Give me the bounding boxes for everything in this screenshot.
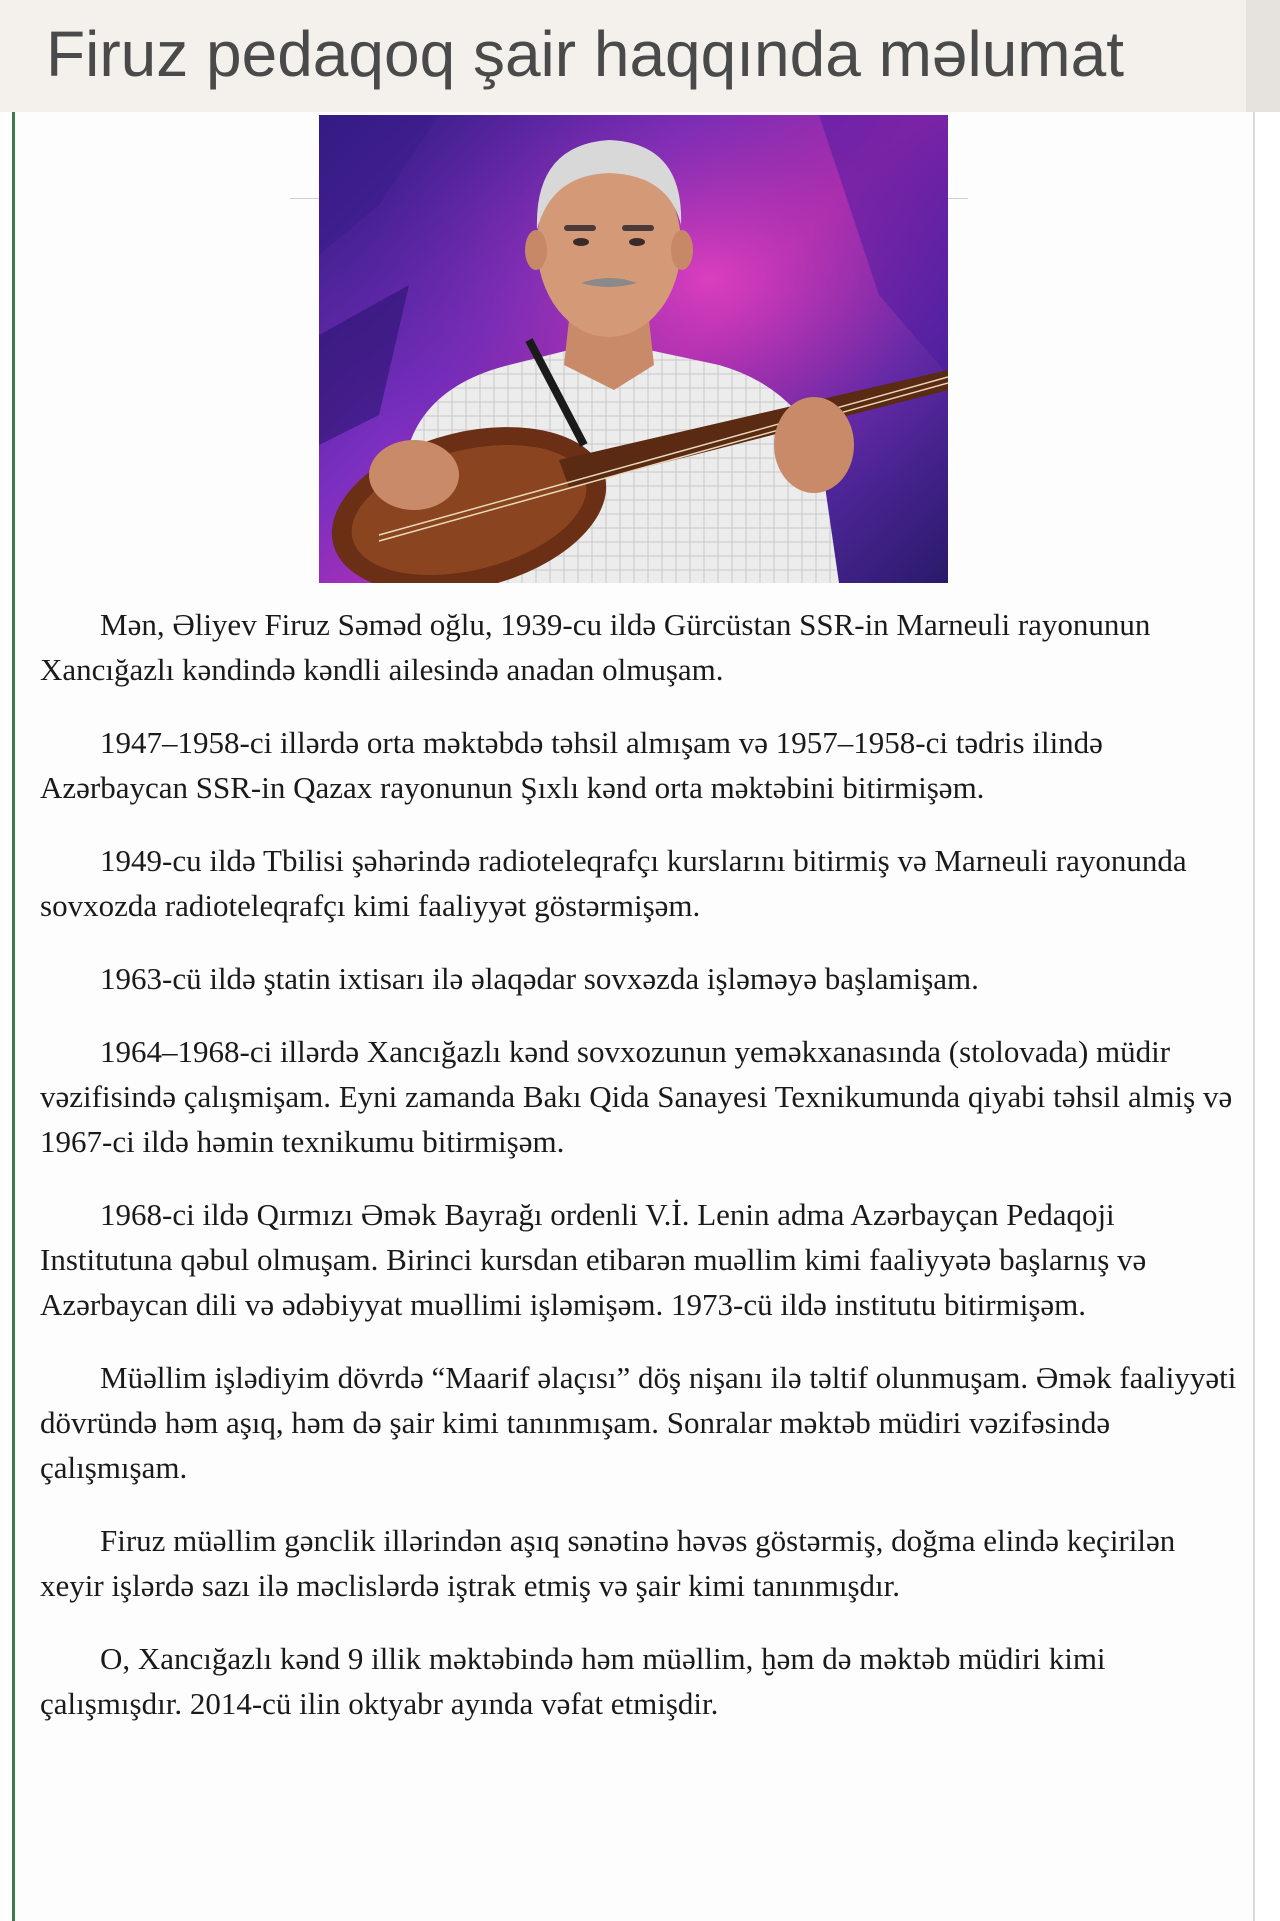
biography-text xyxy=(40,602,1245,1726)
portrait-photo-icon xyxy=(319,115,948,583)
bio-paragraph: Mən, Əliyev Firuz Səməd oğlu, 1939-cu ildə Gürcüstan SSR-in Marneuli rayonunun Xancığazlı kəndində kəndli ailesində anadan olmuşam. xyxy=(40,607,1151,687)
bio-paragraph: Müəllim işlədiyim dövrdə “Maarif əlaçısı” döş nişanı ilə təltif olunmuşam. Əmək faaliyyəti dövründə həm aşıq, həm də şair kimi tanınmışam. Sonralar məktəb müdiri vəzifəsində çalışmışam. xyxy=(40,1360,1237,1485)
bio-paragraph: 1963-cü ildə ştatin ixtisarı ilə əlaqədar sovxəzda işləməyə başlamişam. xyxy=(100,961,979,996)
bio-paragraph: 1947–1958-ci illərdə orta məktəbdə təhsil almışam və 1957–1958-ci tədris ilində Azərbaycan SSR-in Qazax rayonunun Şıxlı kənd orta məktəbini bitirmişəm. xyxy=(40,725,1103,805)
portrait-photo xyxy=(319,115,948,583)
bio-paragraph: Firuz müəllim gənclik illərindən aşıq sənətinə həvəs göstərmiş, doğma elində keçirilən xeyir işlərdə sazı ilə məclislərdə iştrak etmiş və şair kimi tanınmışdır. xyxy=(40,1523,1176,1603)
page-title: Firuz pedaqoq şair haqqında məlumat xyxy=(46,18,1124,90)
header-shade xyxy=(1246,0,1280,112)
bio-paragraph: 1949-cu ildə Tbilisi şəhərində radioteleqrafçı kurslarını bitirmiş və Marneuli rayonunda sovxozda radioteleqrafçı kimi faaliyyət göstərmişəm. xyxy=(40,843,1187,923)
decorative-line-right xyxy=(948,198,968,199)
decorative-line-left xyxy=(290,198,320,199)
bio-paragraph: 1968-ci ildə Qırmızı Əmək Bayrağı ordenli V.İ. Lenin adma Azərbayçan Pedaqoji Institutuna qəbul olmuşam. Birinci kursdan etibarən muəllim kimi faaliyyətə başlarnış və Azərbaycan dili və ədəbiyyat muəllimi işləmişəm. 1973-cü ildə institutu bitirmişəm. xyxy=(40,1197,1147,1322)
header-bar xyxy=(0,0,1280,112)
bio-paragraph: 1964–1968-ci illərdə Xancığazlı kənd sovxozunun yeməkxanasında (stolovada) müdir vəzifisində çalışmişam. Eyni zamanda Bakı Qida Sanayesi Texnikumunda qiyabi təhsil almiş və 1967-ci ildə həmin texnikumu bitirmişəm. xyxy=(40,1034,1233,1159)
bio-paragraph: O, Xancığazlı kənd 9 illik məktəbində həm müəllim, ḫəm də məktəb müdiri kimi çalışmışdır. 2014-cü ilin oktyabr ayında vəfat etmişdir. xyxy=(40,1641,1106,1721)
